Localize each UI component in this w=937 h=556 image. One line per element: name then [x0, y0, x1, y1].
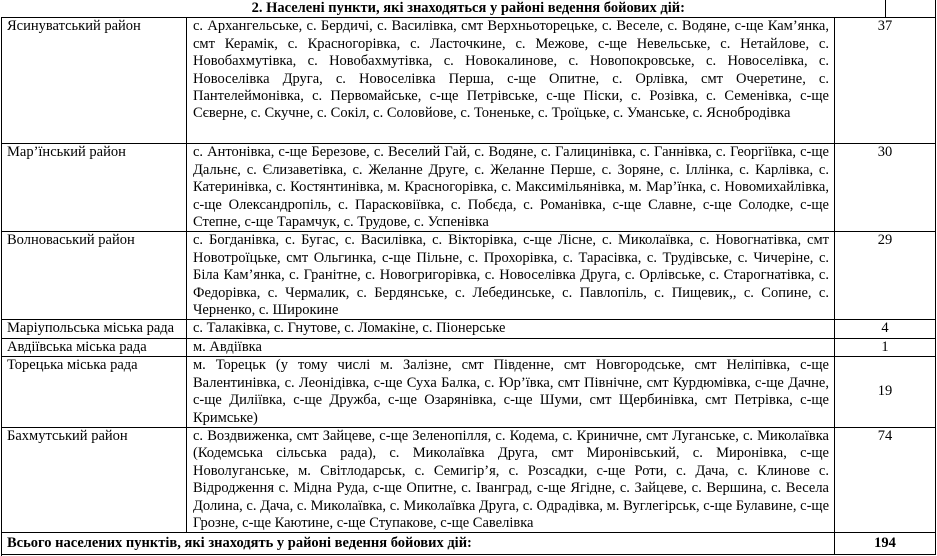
district-cell: Маріупольська міська рада	[2, 320, 187, 338]
count-cell: 29	[835, 232, 936, 320]
count-cell: 30	[835, 144, 936, 232]
count-cell: 37	[835, 18, 936, 144]
total-count: 194	[835, 533, 936, 555]
table-row	[2, 427, 936, 532]
settlements-cell: с. Богданівка, с. Бугас, с. Василівка, с. Вікторівка, с-ще Лісне, с. Миколаївка, с. Новогнатівка, смт Новотроїцьке, смт Ольгинка, с-ще Пільне, с. Прохорівка, с. Тарасівка, с. Трудівське, с. Чичеріне, с. Біла Кам’янка, с. Гранітне, с. Новогригорівка, с. Новоселівка Друга, с. Орлівське, с. Старогнатівка, с. Федорівка, с. Чермалик, с. Бердянське, с. Лебединське, с. Павлопіль, с. Пищевик,, с. Сопине, с. Черненко, с. Широкине	[187, 232, 835, 320]
district-cell: Волноваський район	[2, 232, 187, 320]
settlements-table	[1, 0, 936, 555]
settlements-cell: м. Авдіївка	[187, 338, 835, 356]
count-cell: 4	[835, 320, 936, 338]
table-row	[2, 338, 936, 356]
settlements-cell: м. Торецьк (у тому числі м. Залізне, смт Південне, смт Новгородське, смт Неліпівка, с-ще Валентинівка, с. Леонідівка, с-ще Суха Балка, с. Юр’ївка, смт Північне, смт Курдюмівка, с-ще Дачне, с-ще Диліївка, с-ще Дружба, с-ще Озарянівка, с-ще Шуми, смт Щербинівка, смт Петрівка, с-ще Кримське)	[187, 357, 835, 428]
district-cell: Ясинуватський район	[2, 18, 187, 144]
district-cell: Бахмутський район	[2, 427, 187, 532]
table-row	[2, 320, 936, 338]
total-label: Всього населених пунктів, які знаходять у районі ведення бойових дій:	[2, 533, 835, 555]
section-header-row	[2, 0, 936, 18]
section-title: 2. Населені пункти, які знаходяться у районі ведення бойових дій:	[2, 0, 936, 18]
header-column-divider	[885, 0, 886, 18]
settlements-cell: с. Архангельське, с. Бердичі, с. Василівка, смт Верхньоторецьке, с. Веселе, с. Водяне, с-ще Кам’янка, смт Керамік, с. Красногорівка, с. Ласточкине, с. Межове, с-ще Невельське, с. Нетайлове, с. Новобахмутівка, с. Новобахмутівка, с. Новокалинове, с. Новопокровське, с. Новоселівка, с. Новоселівка Друга, с. Новоселівка Перша, с-ще Опитне, с. Орлівка, смт Очеретине, с. Пантелеймонівка, с. Первомайське, с-ще Петрівське, с-ще Піски, с. Розівка, с. Семенівка, с-ще Сєверне, с. Скучне, с. Сокіл, с. Соловйове, с. Тоненьке, с. Троїцьке, с. Уманське, с. Яснобродівка	[187, 18, 835, 144]
table-row	[2, 18, 936, 144]
total-row	[2, 533, 936, 555]
table-body	[2, 0, 936, 555]
table-row	[2, 232, 936, 320]
count-cell: 74	[835, 427, 936, 532]
settlements-cell: с. Талаківка, с. Гнутове, с. Ломакіне, с. Піонерське	[187, 320, 835, 338]
count-cell: 19	[835, 357, 936, 428]
count-cell: 1	[835, 338, 936, 356]
district-cell: Мар’їнський район	[2, 144, 187, 232]
district-cell: Торецька міська рада	[2, 357, 187, 428]
settlements-cell: с. Антонівка, с-ще Березове, с. Веселий Гай, с. Водяне, с. Галицинівка, с. Ганнівка, с. Георгіївка, с-ще Дальнє, с. Єлизаветівка, с. Желанне Друге, с. Желанне Перше, с. Зоряне, с. Іллінка, с. Карлівка, с. Катеринівка, с. Костянтинівка, м. Красногорівка, с. Максимільянівка, м. Мар’їнка, с. Новомихайлівка, с-ще Олександропіль, с. Парасковіївка, с. Побєда, с. Романівка, с-ще Славне, с-ще Солодке, с-ще Степне, с-ще Тарамчук, с. Трудове, с. Успенівка	[187, 144, 835, 232]
district-cell: Авдіївська міська рада	[2, 338, 187, 356]
settlements-cell: с. Воздвиженка, смт Зайцеве, с-ще Зеленопілля, с. Кодема, с. Криничне, смт Луганське, с. Миколаївка (Кодемська сільська рада), с. Миколаївка Друга, смт Миронівський, с. Миронівка, с-ще Новолуганське, м. Світлодарськ, с. Семигір’я, с. Розсадки, с-ще Роти, с. Дача, с. Клинове с. Відродження с. Мідна Руда, с-ще Опитне, с. Іванград, с-ще Ягідне, с. Зайцеве, с. Вершина, с. Весела Долина, с. Дача, с. Миколаївка, с. Миколаївка Друга, с. Одрадівка, м. Вуглегірськ, с-ще Булавине, с-ще Грозне, с-ще Каютине, с-ще Ступакове, с-ще Савелівка	[187, 427, 835, 532]
table-row	[2, 144, 936, 232]
table-left-border-stub	[1, 550, 2, 556]
table-row	[2, 357, 936, 428]
